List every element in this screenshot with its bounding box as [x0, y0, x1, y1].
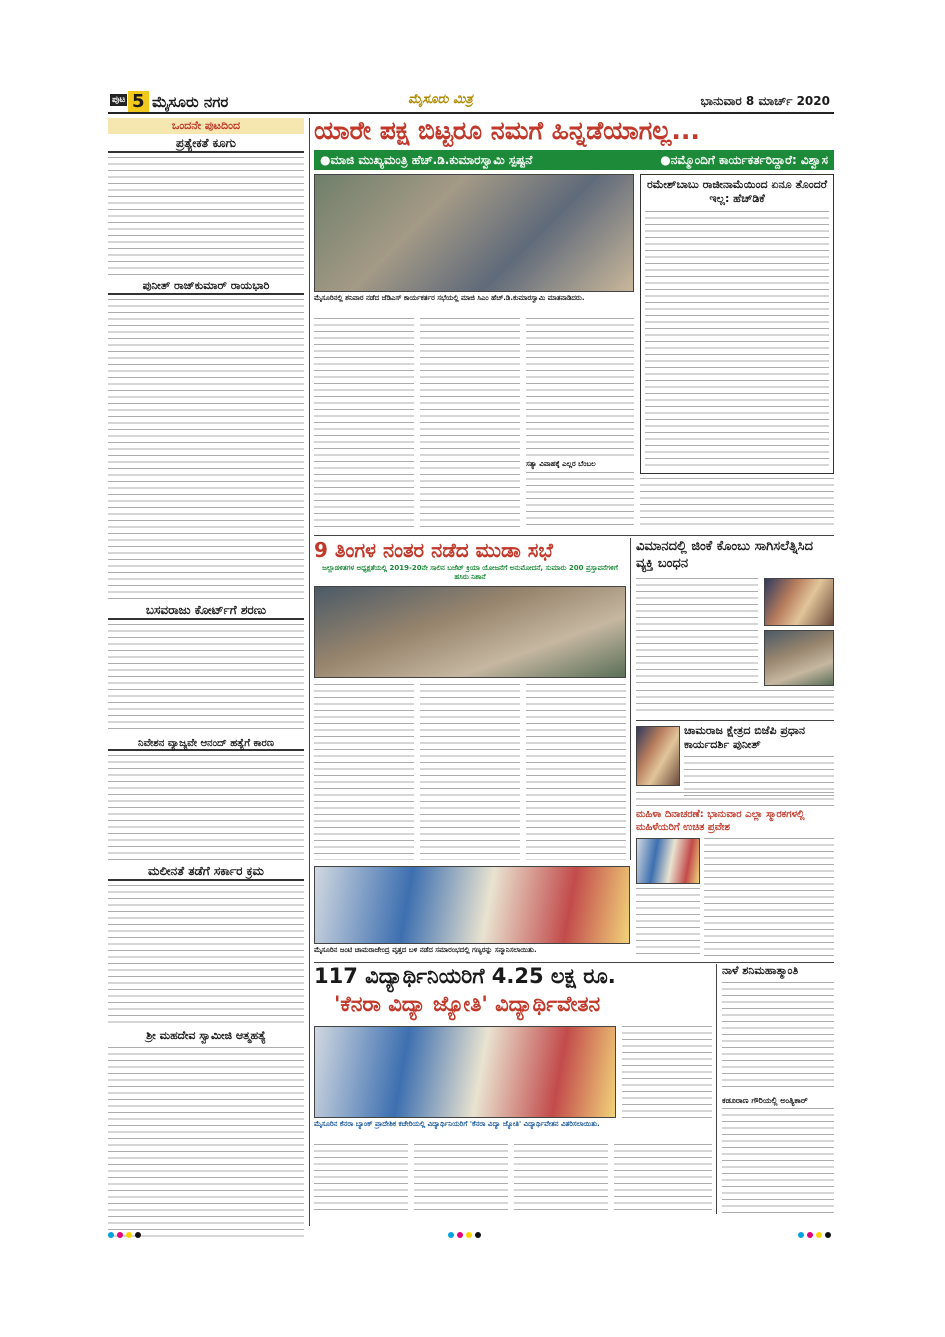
issue-date: ಭಾನುವಾರ 8 ಮಾರ್ಚ್ 2020 [700, 94, 830, 108]
bjp-text [684, 756, 834, 796]
bjp-headline: ಚಾಮರಾಜ ಕ್ಷೇತ್ರದ ಬಿಜೆಪಿ ಪ್ರಧಾನ ಕಾರ್ಯದರ್ಶಿ ಪುನೀತ್ [684, 724, 806, 751]
brief-text [722, 982, 834, 1092]
yellow-dot [126, 1232, 132, 1238]
antler-photo [764, 630, 834, 686]
deer-text [636, 578, 758, 688]
column-divider [630, 538, 631, 860]
page-label: ಪುಟ [112, 95, 126, 105]
deer-headline: ವಿಮಾನದಲ್ಲಿ ಜಿಂಕೆ ಕೊಂಬು ಸಾಗಿಸಲೆತ್ನಿಸಿದ ವ್ಯಕ್ತಿ ಬಂಧನ [636, 539, 813, 571]
lead-text [526, 472, 634, 530]
womens-day-headline: ಮಹಿಳಾ ದಿನಾಚರಣೆ: ಭಾನುವಾರ ಎಲ್ಲಾ ಸ್ಮಾರಕಗಳಲ್ಲಿ ಮಹಿಳೆಯರಿಗೆ ಉಚಿತ ಪ್ರವೇಶ [636, 809, 805, 833]
scholarship-headline-1: 117 ವಿದ್ಯಾರ್ಥಿನಿಯರಿಗೆ 4.25 ಲಕ್ಷ ರೂ. [314, 964, 616, 988]
scholarship-text [614, 1144, 712, 1214]
story-text [108, 885, 304, 1025]
muda-subhead: ಜಲ್ಲಾಡಳಿತಗಳ ಅಧ್ಯಕ್ಷತೆಯಲ್ಲಿ 2019-20ನೇ ಸಾಲಿನ ಬಜೆಟ್ ಕ್ರಿಯಾ ಯೋಜನೆಗೆ ಅನುಮೋದನೆ, ಸುಮಾರು 200 ಪ್ರಸ್ತಾವನೆಗಳಿಗೆ ಹಸಿರು ನಿಶಾನೆ [322, 564, 618, 581]
story-text [108, 755, 304, 860]
muda-meeting-photo [314, 586, 626, 678]
magenta-dot [807, 1232, 813, 1238]
page-number: 5 [128, 91, 149, 112]
row-divider [636, 720, 834, 721]
scholarship-photo [314, 1026, 616, 1118]
scholarship-text [314, 1144, 408, 1214]
lead-highlight-bar [314, 150, 834, 170]
scholarship-text [622, 1026, 712, 1118]
muda-text [314, 684, 414, 860]
section-title: ಮೈಸೂರು ನಗರ [152, 93, 229, 111]
story-title-basavaraju: ಬಸವರಾಜು ಕೋರ್ಟ್‌ಗೆ ಶರಣು [108, 603, 304, 620]
side-story-text [645, 211, 829, 467]
black-dot [135, 1232, 141, 1238]
black-dot [475, 1232, 481, 1238]
print-registration-marks [448, 1232, 481, 1238]
brief-title: ನಾಳೆ ಶನಿಮಹಾತ್ಮಾಂತಿ [722, 964, 799, 977]
scholarship-caption: ಮೈಸೂರಿನ ಕೆನರಾ ಬ್ಯಾಂಕ್ ಪ್ರಾದೇಶಿಕ ಕಚೇರಿಯಲ್ಲಿ ವಿದ್ಯಾರ್ಥಿನಿಯರಿಗೆ 'ಕೆನರಾ ವಿದ್ಯಾ ಜ್ಯೋತಿ' ವಿದ್ಯಾರ್ಥಿವೇತನ ವಿತರಿಸಲಾಯಿತು. [314, 1120, 600, 1128]
story-title-puneeth: ಪುನೀತ್ ರಾಜ್‌ಕುಮಾರ್ ರಾಯಭಾರಿ [108, 279, 304, 295]
lead-point-1: ●ಮಾಜಿ ಮುಖ್ಯಮಂತ್ರಿ ಹೆಚ್.ಡಿ.ಕುಮಾರಸ್ವಾಮಿ ಸ್ಪಷ್ಟನೆ [320, 153, 533, 167]
lead-point-2: ●ನಮ್ಮೊಂದಿಗೆ ಕಾರ್ಯಕರ್ತರಿದ್ದಾರೆ: ವಿಶ್ವಾಸ [660, 153, 828, 167]
column-divider [309, 118, 310, 1226]
cyan-dot [108, 1232, 114, 1238]
lead-photo [314, 174, 634, 292]
womens-day-text [704, 838, 834, 956]
puneeth-portrait [636, 726, 680, 786]
accused-photo [764, 578, 834, 626]
masthead-logo: ಮೈಸೂರು ಮಿತ್ರ [408, 92, 473, 107]
monument-photo [636, 838, 700, 884]
story-title-separatism: ಪ್ರತ್ಯೇಕತೆ ಕೂಗು [108, 136, 304, 153]
scholarship-headline-2: 'ಕೆನರಾ ವಿದ್ಯಾ ಜ್ಯೋತಿ' ವಿದ್ಯಾರ್ಥಿವೇತನ [334, 992, 601, 1016]
lead-subhead: ಸತ್ಯಾ ವಿವಾಹಕ್ಕೆ ಎಲ್ಲರ ಬೆಂಬಲ [526, 460, 596, 468]
story-title-pollution: ಮಲೀನತೆ ತಡೆಗೆ ಸರ್ಕಾರ ಕ್ರಮ [108, 864, 304, 881]
yellow-dot [466, 1232, 472, 1238]
scholarship-text [414, 1144, 508, 1214]
felicitation-caption: ಮೈಸೂರಿನ ಜಂಟಿ ಚಾಮರಾಜೇಂದ್ರ ವೃತ್ತದ ಬಳಿ ನಡೆದ ಸಮಾರಂಭದಲ್ಲಿ ಗಣ್ಯರನ್ನು ಸನ್ಮಾನಿಸಲಾಯಿತು. [314, 946, 537, 954]
lead-headline: ಯಾರೇ ಪಕ್ಷ ಬಿಟ್ಟರೂ ನಮಗೆ ಹಿನ್ನಡೆಯಾಗಲ್ಲ... [314, 116, 700, 145]
story-title-swamiji: ಶ್ರೀ ಮಹದೇವ ಸ್ವಾಮೀಜಿ ಆತ್ಮಹತ್ಯೆ [146, 1029, 266, 1042]
muda-headline: 9 ತಿಂಗಳ ನಂತರ ನಡೆದ ಮುಡಾ ಸಭೆ [314, 538, 553, 562]
side-story-headline: ರಮೇಶ್‌ಬಾಬು ರಾಜೀನಾಮೆಯಿಂದ ಏನೂ ತೊಂದರೆ ಇಲ್ಲ: ಹೆಚ್‌ಡಿಕೆ [646, 178, 828, 205]
story-text [108, 157, 304, 275]
magenta-dot [457, 1232, 463, 1238]
row-divider [314, 962, 834, 963]
side-story-box [640, 174, 834, 474]
left-column [108, 118, 304, 1226]
row-divider [314, 535, 834, 536]
muda-text [420, 684, 520, 860]
print-registration-marks [798, 1232, 831, 1238]
womens-day-text [636, 888, 700, 956]
continued-kicker: ಒಂದನೇ ಪುಟದಿಂದ [108, 118, 304, 134]
lead-text [526, 318, 634, 458]
deer-text [636, 690, 834, 716]
cyan-dot [448, 1232, 454, 1238]
lead-text [314, 318, 414, 530]
magenta-dot [117, 1232, 123, 1238]
felicitation-photo [314, 866, 630, 944]
story-text [108, 624, 304, 734]
bjp-text [636, 792, 834, 806]
scholarship-text [514, 1144, 608, 1214]
story-text [108, 299, 304, 599]
lead-photo-caption: ಮೈಸೂರಿನಲ್ಲಿ ಶನಿವಾರ ನಡೆದ ಜೆಡಿಎಸ್ ಕಾರ್ಯಕರ್ತರ ಸಭೆಯಲ್ಲಿ ಮಾಜಿ ಸಿಎಂ ಹೆಚ್.ಡಿ.ಕುಮಾರಸ್ವಾಮಿ ಮಾತನಾಡಿದರು. [314, 294, 585, 302]
brief-text [722, 1108, 834, 1214]
page-header [108, 92, 834, 114]
newspaper-page [108, 92, 834, 1242]
muda-text [526, 684, 626, 860]
side-story-continued [640, 478, 834, 530]
brief-title-2: ಕಡೂರಾಣ ಗೌರಿಯಲ್ಲಿ ಅಂತ್ಯಿಕಾರ್ [722, 1096, 808, 1105]
print-registration-marks [108, 1232, 141, 1238]
cyan-dot [798, 1232, 804, 1238]
story-text [108, 1047, 304, 1237]
column-divider [716, 964, 717, 1214]
story-title-anand: ನಿವೇಶನ ವ್ಯಾಜ್ಯವೇ ಆನಂದ್ ಹತ್ಯೆಗೆ ಕಾರಣ [108, 738, 304, 751]
yellow-dot [816, 1232, 822, 1238]
lead-text [420, 318, 520, 530]
black-dot [825, 1232, 831, 1238]
